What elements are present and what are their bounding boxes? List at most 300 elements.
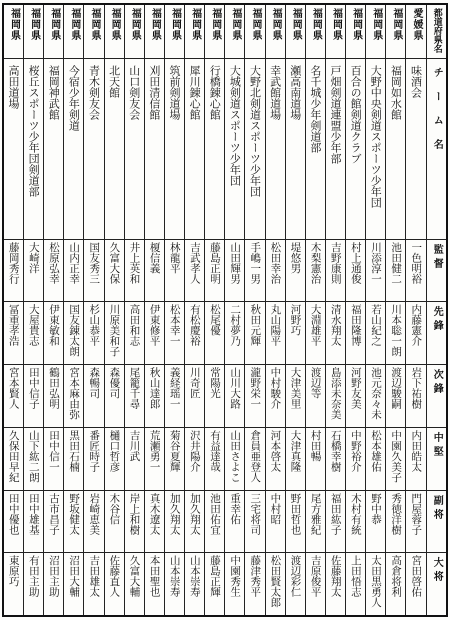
member-name: 常陽光 (209, 366, 222, 399)
member-cell (124, 364, 144, 427)
prefecture-cell (305, 4, 325, 59)
prefecture-name: 福岡県 (28, 8, 40, 41)
member-name: 秋田元輝 (249, 304, 262, 347)
member-cell (346, 553, 366, 616)
table-row (3, 553, 447, 616)
member-cell (205, 302, 225, 365)
header-label: 都道府県名 (431, 8, 442, 53)
member-name: 木梨憲治 (309, 242, 322, 285)
member-name: 吉田雄太 (88, 555, 101, 598)
team-name: 山口剣友会 (127, 65, 141, 120)
member-cell (285, 427, 305, 490)
team-cell (44, 59, 64, 240)
member-name: 川添淳一 (370, 242, 383, 285)
member-name: 藤岡秀行 (7, 242, 20, 285)
member-cell (366, 240, 386, 302)
header-label: 中堅 (431, 431, 443, 460)
member-name: 重幸佑 (229, 492, 242, 525)
member-name: 中園秀生 (229, 555, 242, 598)
member-cell (225, 490, 245, 552)
team-cell (64, 59, 84, 240)
team-cell (245, 59, 265, 240)
member-cell (386, 240, 406, 302)
team-name: 犀川錬心館 (188, 65, 202, 120)
member-name: 黒田石楠 (68, 429, 81, 472)
member-cell (245, 302, 265, 365)
prefecture-cell (285, 4, 305, 59)
prefecture-name: 福岡県 (390, 8, 402, 41)
member-name: 山内正幸 (68, 242, 81, 285)
member-name: 有田主助 (27, 555, 40, 598)
team-name: 北天館 (107, 65, 121, 98)
member-name: 佐藤直人 (108, 555, 121, 598)
member-name: 東原巧 (7, 555, 20, 587)
member-cell (245, 490, 265, 552)
member-name: 木村有統 (349, 492, 362, 535)
member-cell (325, 553, 345, 616)
member-name: 中村駿介 (269, 366, 282, 409)
member-name: 中村昭 (269, 492, 282, 525)
prefecture-cell (104, 4, 124, 59)
table-row (3, 364, 447, 427)
member-name: 本田聖也 (148, 555, 161, 598)
member-cell (185, 427, 205, 490)
member-cell (124, 553, 144, 616)
member-name: 加久翔太 (188, 492, 201, 535)
prefecture-name: 福岡県 (290, 8, 302, 41)
prefecture-name: 福岡県 (189, 8, 201, 41)
member-name: 山川大路 (229, 366, 242, 409)
member-name: 野坂健太 (68, 492, 81, 535)
member-cell (24, 427, 44, 490)
member-cell (84, 490, 104, 552)
member-name: 義経瑶一 (168, 366, 181, 409)
member-name: 松原弘幸 (48, 242, 61, 285)
member-cell (265, 553, 285, 616)
member-name: 田中信子 (27, 366, 40, 409)
prefecture-cell (225, 4, 245, 59)
team-cell (305, 59, 325, 240)
prefecture-cell (84, 4, 104, 59)
team-name: 今宿少年剣道 (67, 65, 81, 131)
member-cell (3, 490, 24, 552)
member-name: 門屋蓉子 (410, 492, 423, 535)
prefecture-name: 福岡県 (48, 8, 60, 41)
prefecture-cell (325, 4, 345, 59)
member-cell (285, 553, 305, 616)
member-name: 松尾優 (209, 304, 222, 336)
member-cell (104, 490, 124, 552)
member-cell (44, 427, 64, 490)
member-cell (44, 364, 64, 427)
prefecture-cell (185, 4, 205, 59)
member-name: 村田暢 (309, 429, 322, 462)
member-cell (225, 364, 245, 427)
member-cell (346, 240, 366, 302)
member-cell (245, 553, 265, 616)
member-name: 真木遼太 (148, 492, 161, 535)
member-name: 一色明裕 (410, 242, 423, 285)
member-name: 佐藤翔太 (329, 555, 342, 598)
prefecture-name: 福岡県 (350, 8, 362, 41)
member-cell (325, 364, 345, 427)
team-name: 戸畑剣道連盟少年部 (329, 65, 343, 164)
member-cell (44, 490, 64, 552)
member-cell (64, 240, 84, 302)
member-name: 河野巧 (289, 304, 302, 336)
member-name: 渡辺駿嗣 (390, 366, 403, 409)
member-cell (185, 302, 205, 365)
member-cell (205, 364, 225, 427)
member-cell (185, 490, 205, 552)
member-cell (24, 240, 44, 302)
member-name: 村上通俊 (349, 242, 362, 285)
prefecture-cell (366, 4, 386, 59)
member-cell (225, 553, 245, 616)
member-name: 有松慶裕 (188, 304, 201, 347)
team-name: 味酒会 (409, 65, 423, 98)
member-cell (265, 364, 285, 427)
member-name: 河野友美 (349, 366, 362, 409)
member-name: 清水翔太 (329, 304, 342, 347)
member-name: 渡辺彩仁 (289, 555, 302, 598)
member-cell (225, 427, 245, 490)
header-label: 先鋒 (431, 306, 443, 335)
header-role-cell (426, 490, 447, 552)
member-cell (185, 553, 205, 616)
member-name: 山本崇寿 (188, 555, 201, 598)
prefecture-cell (124, 4, 144, 59)
team-cell (386, 59, 406, 240)
table-row (3, 427, 447, 490)
member-cell (346, 427, 366, 490)
member-cell (305, 240, 325, 302)
member-cell (285, 240, 305, 302)
member-name: 山田さよこ (229, 429, 242, 483)
member-name: 吉野康則 (329, 242, 342, 285)
member-cell (265, 240, 285, 302)
member-cell (305, 553, 325, 616)
member-name: 榎信義 (148, 242, 161, 274)
member-name: 番匠時子 (88, 429, 101, 472)
prefecture-name: 福岡県 (370, 8, 382, 41)
member-cell (124, 302, 144, 365)
member-cell (265, 490, 285, 552)
member-cell (44, 240, 64, 302)
member-cell (366, 427, 386, 490)
member-cell (205, 490, 225, 552)
member-cell (406, 427, 426, 490)
member-cell (164, 240, 184, 302)
prefecture-name: 愛媛県 (411, 8, 423, 41)
team-cell (164, 59, 184, 240)
prefecture-cell (144, 4, 164, 59)
team-cell (104, 59, 124, 240)
member-name: 高倉将利 (390, 555, 403, 598)
member-cell (164, 364, 184, 427)
member-cell (164, 427, 184, 490)
team-cell (366, 59, 386, 240)
member-cell (84, 427, 104, 490)
member-name: 吉原俊平 (309, 555, 322, 598)
prefecture-name: 福岡県 (109, 8, 121, 41)
member-cell (366, 490, 386, 552)
member-cell (64, 302, 84, 365)
member-name: 川原美和子 (108, 304, 121, 357)
member-cell (386, 553, 406, 616)
table-row (3, 240, 447, 302)
member-cell (84, 302, 104, 365)
member-name: 二村夢乃 (229, 304, 242, 347)
prefecture-cell (44, 4, 64, 59)
team-name: 福岡神武館 (47, 65, 61, 120)
member-cell (325, 490, 345, 552)
prefecture-name: 福岡県 (129, 8, 141, 41)
member-cell (225, 302, 245, 365)
member-name: 古市昌子 (48, 492, 61, 535)
team-name: 大野北剣道スポーツ少年団 (248, 65, 262, 197)
member-cell (144, 302, 164, 365)
member-cell (24, 490, 44, 552)
prefecture-cell (386, 4, 406, 59)
prefecture-cell (346, 4, 366, 59)
member-cell (245, 240, 265, 302)
member-cell (305, 364, 325, 427)
team-cell (225, 59, 245, 240)
member-cell (84, 553, 104, 616)
member-cell (386, 364, 406, 427)
member-name: 太田黒勇人 (370, 555, 383, 608)
member-name: 荒瀬勇一 (148, 429, 161, 472)
member-name: 大津真隆 (289, 429, 302, 472)
member-cell (205, 240, 225, 302)
member-name: 樋口哲彦 (108, 429, 121, 472)
member-name: 田中優也 (7, 492, 20, 535)
member-name: 森優司 (108, 366, 121, 399)
prefecture-cell (3, 4, 24, 59)
member-cell (346, 490, 366, 552)
member-name: 杉山恭平 (88, 304, 101, 347)
member-name: 沼田主助 (48, 555, 61, 598)
member-cell (406, 364, 426, 427)
member-name: 若山紀之 (370, 304, 383, 347)
member-name: 内田皓太 (410, 429, 423, 472)
member-name: 松田幸治 (269, 242, 282, 285)
member-name: 福田隆博 (349, 304, 362, 347)
member-name: 内藤憲介 (410, 304, 423, 347)
header-role-cell (426, 240, 447, 302)
member-name: 国友秀三 (88, 242, 101, 285)
team-name: 大城剣道スポーツ少年団 (228, 65, 242, 186)
member-name: 田中信一 (48, 429, 61, 472)
member-cell (124, 490, 144, 552)
header-label: 副将 (431, 494, 443, 523)
member-name: 三宅将司 (249, 492, 262, 535)
team-cell (24, 59, 44, 240)
member-cell (185, 364, 205, 427)
header-role-cell (426, 553, 447, 616)
roster-table (2, 3, 448, 617)
member-name: 大崎洋 (27, 242, 40, 274)
team-cell (124, 59, 144, 240)
member-name: 上田悟志 (349, 555, 362, 598)
header-label: 大将 (431, 557, 443, 586)
member-name: 岸上和樹 (128, 492, 141, 535)
prefecture-name: 福岡県 (8, 8, 20, 41)
team-name: 桜丘スポーツ少年団剣道部 (27, 65, 41, 197)
header-label: チーム名 (431, 67, 443, 163)
member-name: 松本雄佑 (370, 429, 383, 472)
member-cell (104, 427, 124, 490)
member-cell (44, 302, 64, 365)
member-name: 岩崎恵美 (88, 492, 101, 535)
member-cell (44, 553, 64, 616)
member-name: 大淵雄平 (309, 304, 322, 347)
member-name: 森暢司 (88, 366, 101, 399)
member-name: 池田健二 (390, 242, 403, 285)
member-cell (64, 490, 84, 552)
member-cell (305, 302, 325, 365)
header-team-cell (426, 59, 447, 240)
member-name: 沼田大輔 (68, 555, 81, 598)
member-cell (24, 302, 44, 365)
team-cell (84, 59, 104, 240)
member-name: 沢井陽介 (188, 429, 201, 472)
member-cell (164, 302, 184, 365)
member-name: 国友錬太朗 (68, 304, 81, 357)
team-cell (406, 59, 426, 240)
table-row (3, 59, 447, 240)
member-name: 福田紘子 (329, 492, 342, 535)
member-cell (346, 364, 366, 427)
member-name: 田中雄基 (27, 492, 40, 535)
member-cell (144, 553, 164, 616)
team-cell (205, 59, 225, 240)
member-name: 松本幸一 (168, 304, 181, 347)
member-cell (245, 427, 265, 490)
member-cell (406, 302, 426, 365)
member-cell (3, 302, 24, 365)
member-name: 加久翔太 (168, 492, 181, 535)
team-name: 大野中央剣道スポーツ少年団 (369, 65, 383, 208)
member-cell (406, 240, 426, 302)
prefecture-name: 福岡県 (330, 8, 342, 41)
prefecture-cell (24, 4, 44, 59)
member-name: 山本崇寿 (168, 555, 181, 598)
team-cell (144, 59, 164, 240)
member-cell (225, 240, 245, 302)
member-name: 山田輝男 (229, 242, 242, 285)
member-name: 手嶋一男 (249, 242, 262, 285)
member-cell (265, 302, 285, 365)
member-cell (144, 240, 164, 302)
member-name: 大屋貴志 (27, 304, 40, 347)
member-name: 山下紘二朗 (27, 429, 40, 483)
prefecture-name: 福岡県 (89, 8, 101, 41)
team-cell (3, 59, 24, 240)
member-name: 吉川武 (128, 429, 141, 462)
team-name: 百合の館剣道クラブ (349, 65, 363, 164)
member-name: 尾方雅紀 (309, 492, 322, 535)
team-name: 高田道場 (7, 65, 21, 109)
member-cell (104, 553, 124, 616)
member-name: 池元奈々未 (370, 366, 383, 420)
member-cell (64, 553, 84, 616)
prefecture-name: 福岡県 (250, 8, 262, 41)
table-row (3, 490, 447, 552)
member-name: 宮田啓佑 (410, 555, 423, 598)
member-cell (305, 490, 325, 552)
member-cell (245, 364, 265, 427)
team-name: 筑前剣道場 (168, 65, 182, 120)
member-name: 木谷信 (108, 492, 121, 525)
team-cell (346, 59, 366, 240)
prefecture-name: 福岡県 (68, 8, 80, 41)
member-cell (366, 302, 386, 365)
prefecture-name: 福岡県 (310, 8, 322, 41)
prefecture-cell (406, 4, 426, 59)
member-cell (24, 364, 44, 427)
member-cell (406, 553, 426, 616)
member-name: 堤悠男 (289, 242, 302, 274)
header-label: 次鋒 (431, 368, 443, 397)
member-cell (205, 553, 225, 616)
member-name: 石橋幸樹 (329, 429, 342, 472)
member-cell (205, 427, 225, 490)
member-name: 秋山達郎 (148, 366, 161, 409)
header-role-cell (426, 302, 447, 365)
member-cell (185, 240, 205, 302)
team-name: 刈田清信館 (147, 65, 161, 120)
member-name: 池田佑宜 (209, 492, 222, 535)
team-name: 福岡如水館 (389, 65, 403, 120)
team-cell (285, 59, 305, 240)
member-name: 岩下祐樹 (410, 366, 423, 409)
member-cell (24, 553, 44, 616)
prefecture-name: 福岡県 (229, 8, 241, 41)
member-name: 久富大輔 (128, 555, 141, 598)
prefecture-cell (205, 4, 225, 59)
member-name: 秀徳洋樹 (390, 492, 403, 535)
prefecture-cell (245, 4, 265, 59)
member-name: 野中恭 (370, 492, 383, 525)
member-cell (84, 364, 104, 427)
member-cell (164, 553, 184, 616)
team-cell (325, 59, 345, 240)
table-row (3, 302, 447, 365)
member-cell (104, 240, 124, 302)
team-name: 青木剣友会 (87, 65, 101, 120)
prefecture-name: 福岡県 (209, 8, 221, 41)
member-cell (144, 427, 164, 490)
member-name: 河本啓太 (269, 429, 282, 472)
member-cell (3, 427, 24, 490)
prefecture-name: 福岡県 (149, 8, 161, 41)
prefecture-cell (265, 4, 285, 59)
member-name: 藤津秀平 (249, 555, 262, 598)
member-cell (104, 302, 124, 365)
member-cell (346, 302, 366, 365)
member-name: 冨重孝浩 (7, 304, 20, 347)
header-role-cell (426, 364, 447, 427)
prefecture-name: 福岡県 (270, 8, 282, 41)
member-name: 藤島正明 (209, 242, 222, 285)
member-cell (3, 364, 24, 427)
member-name: 井上英和 (128, 242, 141, 285)
header-prefecture-cell (426, 4, 447, 59)
member-cell (164, 490, 184, 552)
member-name: 倉員亜登人 (249, 429, 262, 483)
